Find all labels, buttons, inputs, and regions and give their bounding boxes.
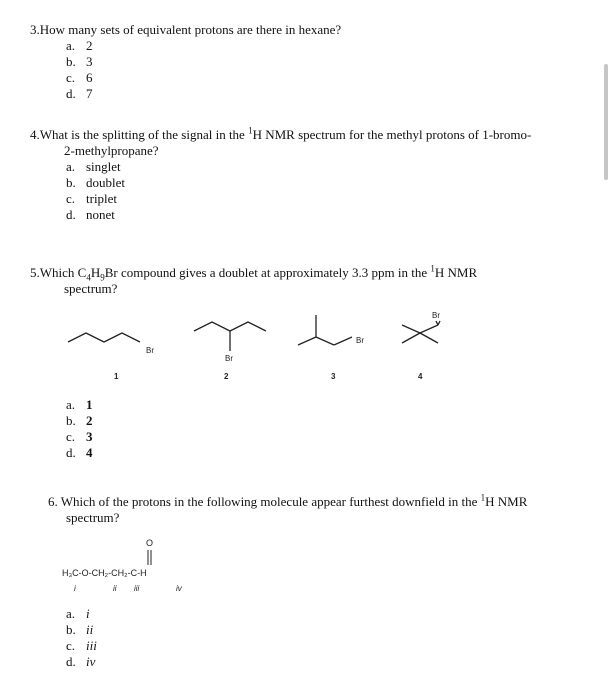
question-5-stem: 5.Which $C_4H_9Br$ compound gives a doublet at approximately 3.3 ppm in the $^1$H NMR [30,263,478,283]
structure-2-number: 2 [224,372,229,381]
molecule-figure [0,530,615,600]
structure-2[interactable] [194,322,266,351]
option-5c[interactable]: c. 3 [66,429,93,444]
structure-3-br-label: Br [356,336,364,345]
option-4b[interactable]: b. doublet [66,175,125,190]
structure-1[interactable] [68,333,140,342]
question-6-options [30,606,97,670]
question-3 [30,22,341,102]
option-4d[interactable]: d. nonet [66,207,115,222]
option-5d[interactable]: d. 4 [66,445,93,460]
carbonyl-oxygen-label: O [146,538,154,548]
structures-figure [0,295,615,395]
question-6 [48,494,527,526]
question-5 [30,265,477,297]
option-5a[interactable]: a. 1 [66,397,93,412]
question-4 [30,127,531,223]
option-4c[interactable]: c. triplet [66,191,118,206]
option-3b[interactable]: b. 3 [66,54,93,69]
question-6-stem-line2: spectrum? [66,510,120,525]
structure-4-number: 4 [418,372,423,381]
option-6c[interactable]: c. iii [66,638,97,653]
structure-4[interactable] [402,321,440,343]
option-6d[interactable]: d. iv [66,654,96,669]
question-4-stem-line2: 2-methylpropane? [64,143,159,158]
question-4-stem: 4.What is the splitting of the signal in the $^1$H NMR spectrum for the methyl protons of 1-bromo- [30,125,532,142]
structure-3-number: 3 [331,372,336,381]
proton-label-iii: iii [134,584,140,593]
proton-label-iv: iv [176,584,182,593]
scrollbar-thumb[interactable] [604,64,608,180]
question-6-stem: 6. Which of the protons in the following molecule appear furthest downfield in the $^1$H NMR [48,492,528,509]
question-5-stem-line2: spectrum? [64,281,118,296]
question-4-options [30,159,531,223]
structure-1-br-label: Br [146,346,154,355]
proton-label-i: i [74,584,76,593]
question-5-options [30,397,93,461]
option-5b[interactable]: b. 2 [66,413,93,428]
option-6a[interactable]: a. i [66,606,90,621]
proton-label-ii: ii [113,584,117,593]
structure-2-br-label: Br [225,354,233,363]
option-6b[interactable]: b. ii [66,622,94,637]
option-3a[interactable]: a. 2 [66,38,93,53]
option-4a[interactable]: a. singlet [66,159,121,174]
option-3c[interactable]: c. 6 [66,70,93,85]
structure-3[interactable] [298,315,352,345]
structure-1-number: 1 [114,372,119,381]
question-3-stem: 3.How many sets of equivalent protons are there in hexane? [30,22,342,37]
question-3-options [30,38,341,102]
option-3d[interactable]: d. 7 [66,86,93,101]
structure-4-br-label: Br [432,311,440,320]
molecule-formula: H₃C-O-CH₂-CH₂-C-H [62,568,147,578]
